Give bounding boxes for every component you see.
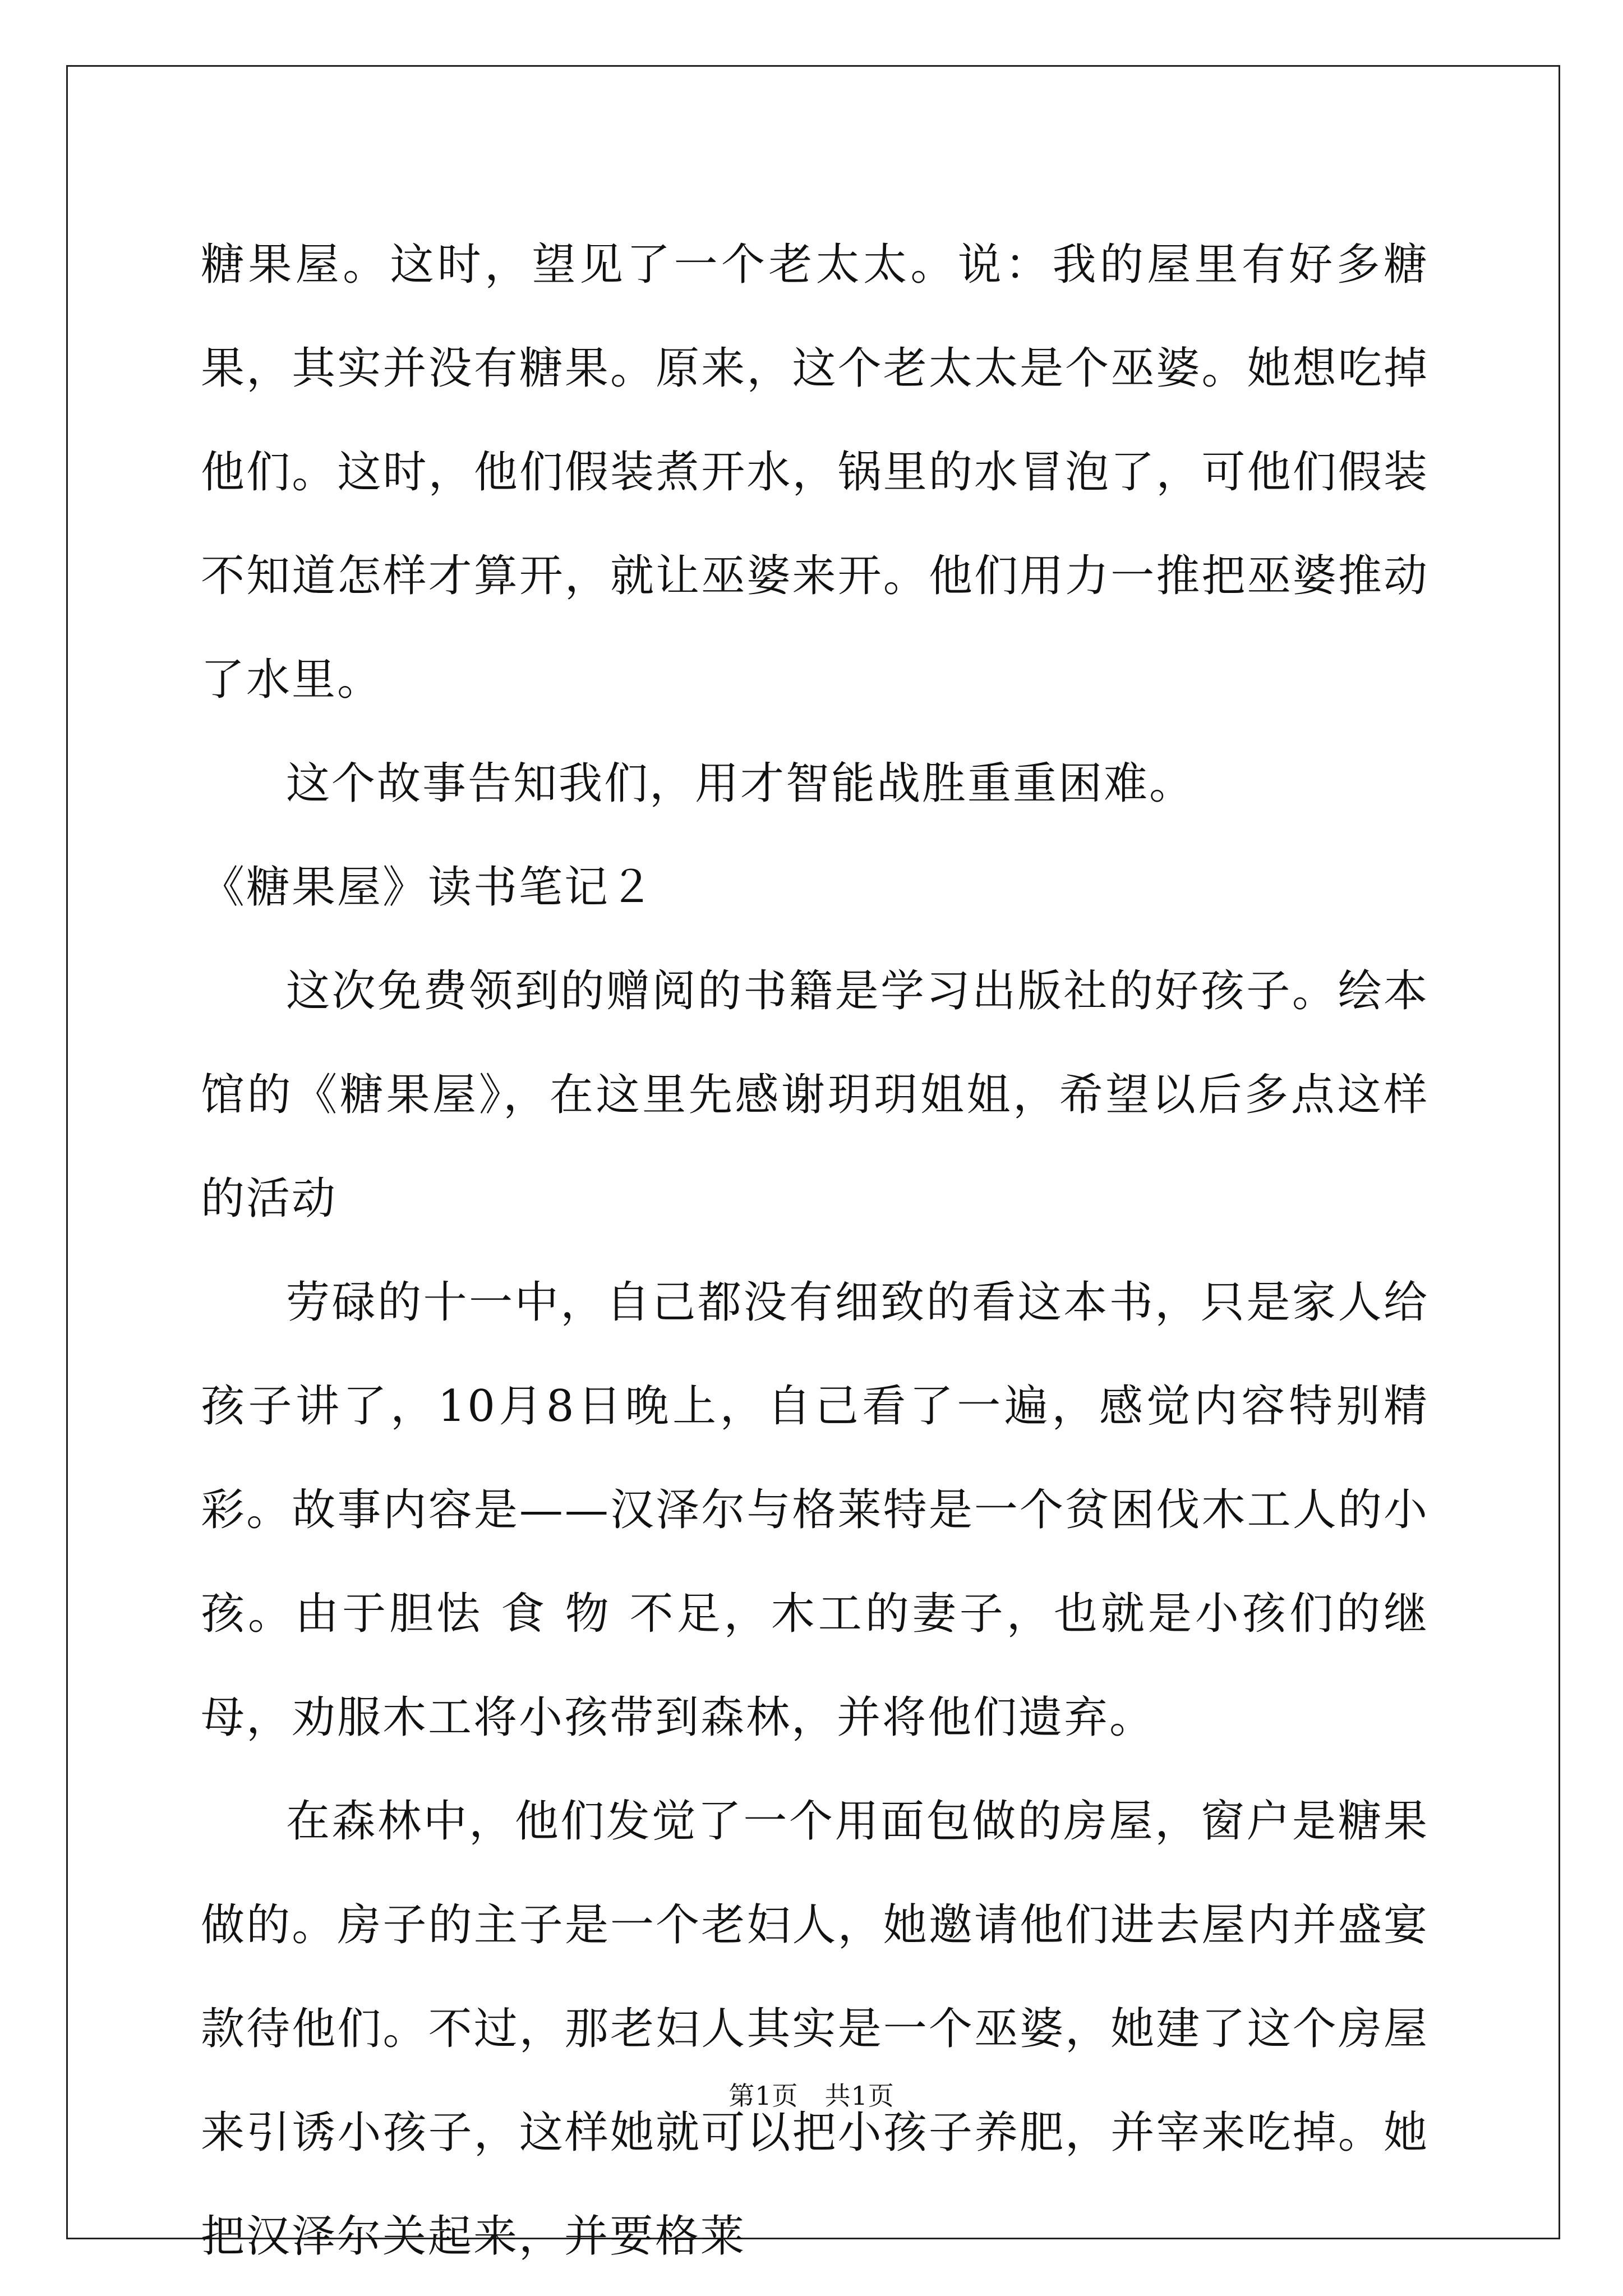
paragraph: 这个故事告知我们，用才智能战胜重重困难。 <box>286 758 1195 809</box>
document-body <box>201 213 1429 2289</box>
page-number: 第1页 <box>728 2081 799 2111</box>
footer-gap <box>799 2081 825 2111</box>
page-total: 共1页 <box>824 2081 895 2111</box>
paragraph: 劳碌的十一中，自己都没有细致的看这本书，只是家人给孩子讲了，10月8日晚上，自己看了一遍，感觉内容特别精彩。故事内容是——汉泽尔与格莱特是一个贫困伐木工人的小孩。由于胆怯 食 物 不足，木工的妻子，也就是小孩们的继母，劝服木工将小孩带到森林，并将他们遗弃。 <box>201 1277 1429 1743</box>
paragraph: 糖果屋。这时，望见了一个老太太。说：我的屋里有好多糖果，其实并没有糖果。原来，这个老太太是个巫婆。她想吃掉他们。这时，他们假装煮开水，锅里的水冒泡了，可他们假装不知道怎样才算开，就让巫婆来开。他们用力一推把巫婆推动了水里。 <box>201 240 1429 705</box>
paragraph: 这次免费领到的赠阅的书籍是学习出版社的好孩子。绘本馆的《糖果屋》，在这里先感谢玥玥姐姐，希望以后多点这样的活动 <box>201 966 1429 1224</box>
page-footer <box>0 2079 1623 2113</box>
paragraph: 在森林中，他们发觉了一个用面包做的房屋，窗户是糖果做的。房子的主子是一个老妇人，她邀请他们进去屋内并盛宴款待他们。不过，那老妇人其实是一个巫婆，她建了这个房屋来引诱小孩子，这样她就可以把小孩子养肥，并宰来吃掉。她把汉泽尔关起来，并要格莱 <box>201 1796 1429 2262</box>
section-heading: 《糖果屋》读书笔记２ <box>201 862 656 913</box>
